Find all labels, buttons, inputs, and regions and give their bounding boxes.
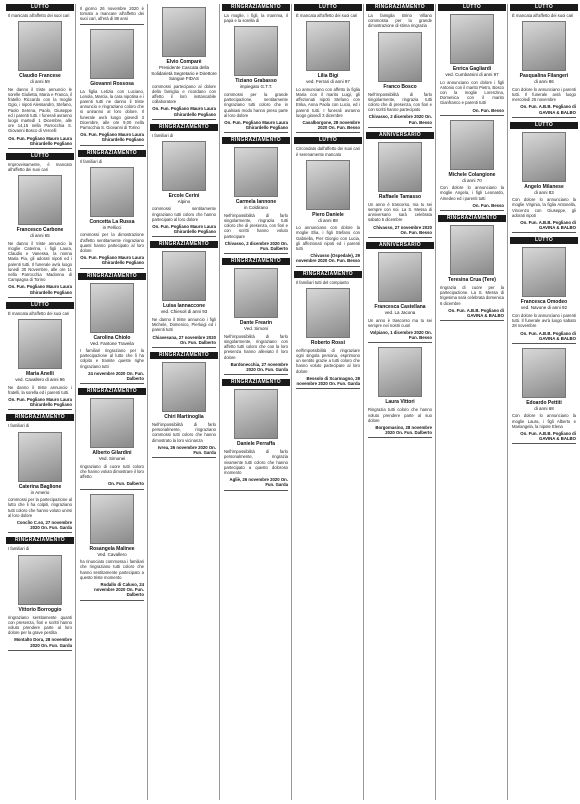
notice-card [510,348,578,445]
notice-card [510,4,578,118]
notice-signature: Bardonecchia, 27 novembre 2020 On. Fun. Garda [230,361,288,372]
deceased-name: Elvio Comparè [166,59,202,65]
portrait-photo [378,32,422,82]
portrait-photo [18,555,62,605]
deceased-subtitle: Ved. Fantone Traveila [90,340,134,346]
notice-card [294,137,362,266]
portrait-photo [450,225,494,275]
deceased-subtitle: ved. Cumbarsini di anni 97 [445,72,499,77]
notice-signature: On. Fun. Pogliano Mauro Laura Ghirardello Pogliano [8,135,72,146]
notice-intro: È mancata all'affetto dei suoi cari [296,13,358,18]
portrait-photo [234,389,278,439]
notice-body: ringraziano sentitamente quanti con presenza, fiori e scritti hanno voluto prendere parte al loro dolore per la grave perdita [8,614,72,636]
notice-card [510,122,578,234]
notice-header: RINGRAZIAMENTO [366,4,434,11]
deceased-name: Pasqualina Filangeri [519,73,569,80]
deceased-name: Tiziano Grabasso [235,78,277,85]
divider [224,490,288,491]
deceased-name: Maria Anelli [26,371,54,378]
divider [512,443,576,444]
deceased-name: Chiri Martinoglia [164,413,204,420]
portrait-photo [18,21,62,71]
notice-signature: On. Fun. Pogliano Mauro Laura Ghirardello Pogliano [152,106,216,117]
notice-header: RINGRAZIAMENTO [222,4,290,11]
notice-signature: On. Fun. Pogliano Mauro Laura Ghirardello Pogliano [224,119,288,131]
notice-signature: On. Fun. A.B.B. Pogliano di GAVINA & BALBO [520,330,576,341]
divider [296,388,360,389]
column [294,4,362,393]
divider [512,117,576,118]
notice-signature: Chiavesana, 27 novembre 2020 On. Fun. Dalberto [152,334,216,345]
divider [224,374,288,375]
notice-header: LUTTO [294,137,362,144]
notice-header: RINGRAZIAMENTO [222,137,290,144]
notice-signature: Ivrea, 26 novembre 2020 On. Fun. Garda [157,444,216,455]
column [222,4,290,495]
divider [80,383,144,384]
deceased-name: Edoardo Pettiti [526,399,562,406]
deceased-subtitle: di anni 88 [318,217,338,223]
notice-signature: On. Fun. A.B.B. Pogliano di GAVINA & BALBO [520,104,576,115]
column-divider [507,4,508,800]
notice-body: Con dolore lo annunciano i parenti tutti. Il funerale avrà luogo mercoledì 25 novembre [512,86,576,103]
notice-card [6,302,74,411]
notice-card [6,414,74,533]
notice-body: commossi partecipano al dolore della famiglia e ricordano con affetto il loro instancabile collaboratore [152,83,216,105]
portrait-photo [90,494,134,544]
notice-intro: Il familiari di [80,158,103,164]
portrait-photo [18,175,62,225]
column [510,4,578,448]
notice-signature: On. Fun. Dalberto [107,481,144,487]
portrait-photo [450,14,494,64]
deceased-name: Daniele Perraffa [236,441,276,448]
notice-card [6,153,74,298]
notice-header: LUTTO [6,302,74,309]
portrait-photo [450,120,494,170]
notice-body: Ne danno il triste annuncio le sorelle Giulietta, Maria e Franca, il fratello Riccardo con la moglie Ggio, i nipoti Alessandro, Stefano, Paolo Serena, Paolo, Giuseppe ed i parenti tutti. I funerali avranno luogo martedì 1 Dicembre, alle ore 14,15 nella Parrocchia S. Giovanni Bosco di Vercelli [8,86,72,134]
notice-body: Nell'impossibilità di farlo personalmente, ringraziano commossi tutti coloro che hanno dimostrato la loro vicinanza [152,421,216,443]
notice-signature: On. Fun. Pogliano Mauro Laura Ghirardello Pogliano [80,132,144,143]
notice-signature: Montalto Dora, 28 novembre 2020 On. Fun. Garda [14,637,72,648]
notice-intro: I familiari di [8,423,30,429]
notice-header: RINGRAZIAMENTO [150,124,218,131]
notice-header: RINGRAZIAMENTO [438,215,506,222]
notice-card [438,4,506,116]
notice-card [222,4,290,133]
notice-header: RINGRAZIAMENTO [150,352,218,359]
deceased-name: Concetta La Russa [89,218,135,225]
notice-card [78,388,146,489]
notice-body: Ringrazia tutti coloro che hanno voluto prendere parte al suo dolore [368,407,432,423]
notice-signature: Volpiano, 1 dicembre 2020 On. Fun. Besso [369,329,432,341]
notice-signature: Borgomasino, 28 novembre 2020 On. Fun. Dalberto [375,424,432,436]
portrait-photo [234,26,278,76]
divider [152,347,216,348]
notice-body: nell'impossibilità di ringraziare ogni singola persona, esprimono un sentito grazie a tutti coloro che hanno voluto partecipare al loro dolore [296,347,360,374]
portrait-photo [522,21,566,71]
notice-intro: Improvvisamente, è mancato all'affetto dei suoi cari [8,161,72,173]
notice-body: Lo annunciano con dolore la moglie Elia, i figli Stefano con Gabriella, Pier Giorgio con Lucia, gli affezionati nipoti ed i parenti tutti [296,225,360,252]
notice-signature: On. Fun. Pogliano Mauro Laura Ghirardello Pogliano [152,224,216,235]
notice-card [150,124,218,238]
deceased-name: Rosangela Malinee [89,545,135,552]
notice-header: ANNIVERSARIO [366,132,434,139]
notice-card [438,120,506,211]
notice-signature: 24 novembre 2020 On. Fun. Dalberto [88,370,144,382]
divider [512,343,576,344]
column-divider [219,4,220,800]
notice-body: Ne danno il triste annuncio la moglie Caterina, i figli Laura, Claudio e Vanessa, la nonna Maria Pia, gli adorati nipoti ed i parenti tutti. Il funerale avrà luogo lunedì 30 Novembre, alle ore 11 nella Parrocchia Madonna di Campagna di Torino [8,240,72,283]
divider [440,210,504,211]
notice-header: RINGRAZIAMENTO [6,537,74,544]
notice-card [294,4,362,133]
deceased-subtitle: ved. Cavallero di anni 96 [15,377,65,383]
deceased-name: Angelo Milanese [524,183,564,190]
notice-intro: È mancata all'affetto dei suoi cari [8,310,70,316]
deceased-subtitle: in Pellicci [102,224,122,230]
column [438,4,506,325]
notice-header: LUTTO [294,4,362,11]
deceased-name: Roberto Rossi [310,339,346,346]
notice-signature: On. Fun. Pogliano Mauro Laura Ghirardello Pogliano [80,255,144,266]
divider [8,297,72,298]
notice-body: La figlia Letizia con Luciano, Lenola, Marcia, la cara nipotina e i parenti tutti ne danno il triste annuncio e ringraziano coloro che si uniranno al loro dolore. Il funerale avrà luogo giovedì 3 Dicembre, alle ore 9,00 nella Parrocchia S. Giovanni di Torino [80,88,144,131]
notice-signature: Rodallo di Caluso, 24 novembre 2020 On. Fun. Dalberto [94,581,144,598]
deceased-subtitle: Ved. Cavallero [97,551,127,557]
notice-body: ha rinunciato commossa i familiari che ringraziano tutti coloro che hanno sentitamente partecipato a questo triste momento [80,559,144,580]
notice-header: LUTTO [6,4,74,11]
notice-signature: On. Fun. Pogliano Mauro Laura Ghirardello Pogliano [8,284,72,295]
notice-signature: Conclìo C.so, 27 novembre 2020 On. Fun. Garda [16,519,72,531]
notice-signature: Chivasso, 2 dicembre 2020 On. Fun. Dalberto [224,240,288,252]
portrait-photo [378,142,422,192]
notice-card [366,4,434,128]
notice-signature: Chivasso, 27 novembre 2020 On. Fun. Besso [373,224,432,235]
deceased-subtitle: Presidente Cascata della Solidarietà Segretario e Direttore Sangue FIDAS [151,65,217,81]
divider [8,148,72,149]
deceased-name: Piero Daniele [312,211,344,218]
notice-body: I familiari ringraziano per la partecipazione al lutto che li ha colpito e tramite queste righe ringraziano tutti [80,348,144,369]
notice-header: RINGRAZIAMENTO [78,273,146,280]
notice-intro: Circondato dall'affetto dei suoi cari è serenamente mancato [296,146,360,157]
notice-signature: On. Fun. A.B.B. Pogliano di GAVINA & BALBO [520,220,576,231]
portrait-photo [162,141,206,191]
deceased-subtitle: Ved. Simoni [243,326,268,332]
notice-body: Il giorno 26 novembre 2020 è tornato a mancare all'affetto dei suoi cari, all'età di 88 anni [80,6,144,22]
column-divider [363,4,364,800]
notice-header: LUTTO [510,4,578,11]
notice-card [366,242,434,343]
notice-intro: È mancata all'affetto dei suoi cari [512,13,574,18]
notice-body: Ne danno il triste annuncio i fratelli, la sorella ed i parenti tutti. [8,384,72,395]
deceased-subtitle: in Amerio [30,489,50,495]
notice-signature: Bessolo di Scarmagno, 28 novembre 2020 On. Fun. Garda [296,375,360,387]
column [6,4,74,655]
column [366,4,434,442]
notice-body: ringraziano di cuore tutti coloro che hanno voluto dimostrare il loro affetto [80,463,145,480]
notice-intro: La famiglia Brino Villano commossa per la grande dimostrazione di stima ringrazia [368,13,432,29]
notice-body: ringrazia di cuore per la partecipazione. La S. Messa di trigesima sarà celebrata domenica 6 dicembre [440,285,505,306]
notice-signature: Chivasso, 2 dicembre 2020 On. Fun. Besso [368,114,432,125]
divider [296,132,360,133]
portrait-photo [522,247,566,297]
portrait-photo [306,21,350,71]
notice-intro: I familiari di [152,132,174,138]
notice-intro: La moglie, i figli, la mamma, il papà e la sorella di [224,13,288,24]
notice-card [78,494,146,601]
notice-body: Nell'impossibilità di farlo singolarmente, ringraziano con affetto tutti coloro che con la loro presenza hanno alleviato il loro dolore [224,333,288,360]
portrait-photo [378,347,422,397]
deceased-name: Claudio Francese [19,73,61,80]
notice-card [78,6,146,25]
divider [440,320,504,321]
deceased-name: Teresina Crua (Tere) [448,277,496,284]
notice-intro: I familiari di [8,546,30,552]
deceased-subtitle: di anni 68 [534,405,554,411]
deceased-name: Luisa Iannaccone [163,303,205,310]
notice-body: Lo annunciano con dolore i figli Antonio con il marito Pietro, Bosco con la moglie Lorenzina, Domenica con il marito Gianfranco e parenti tutti [440,79,505,106]
deceased-subtitle: ved. Navone di anni 92 [520,305,568,311]
notice-card [222,137,290,254]
divider [8,409,72,410]
deceased-subtitle: impiegato G.T.T. [239,84,273,90]
divider [152,119,216,120]
notice-body: Con dolore lo annunciano i parenti tutti. Il funerale avrà luogo sabato 28 novembre [512,312,576,329]
deceased-subtitle: ved. La Jacona [384,310,416,316]
deceased-name: Carmela Iannone [235,199,277,206]
notice-intro: Il familiari tutti del compianto [296,279,349,285]
notice-card [510,237,578,344]
notice-header: RINGRAZIAMENTO [294,271,362,278]
deceased-subtitle: in Coldirano [243,205,268,211]
portrait-photo [306,160,350,210]
notice-header: RINGRAZIAMENTO [6,414,74,421]
notice-header: RINGRAZIAMENTO [78,388,146,395]
notice-card [150,352,218,458]
notice-card [222,379,290,490]
divider [80,145,144,146]
notice-card [78,150,146,269]
deceased-subtitle: Alpino [177,198,191,204]
portrait-photo [90,398,134,448]
portrait-photo [234,268,278,318]
divider [368,437,432,438]
divider [152,457,216,458]
notice-body: Nell'impossibilità di farlo singolarmente, ringrazia tutti coloro che di presenza, con fiori e con scritti hanno partecipato [368,91,432,113]
divider [224,253,288,254]
notice-header: ANNIVERSARIO [366,242,434,249]
notice-card [150,241,218,348]
portrait-photo [90,29,134,79]
divider [296,266,360,267]
notice-card [78,273,146,385]
notice-intro: Il manicato all'affetto dei suoi cari [8,13,70,18]
column [150,4,218,462]
notice-card [222,258,290,375]
deceased-name: Michele Colangione [448,171,496,178]
deceased-subtitle: Ved. Simonei [98,456,126,462]
notice-body: Un anno è trascorso, ma tu sei sempre con noi. La S. Messa di anniversario sarà celebrata sabato 5 dicembre [368,201,432,223]
column [78,4,146,605]
notice-header: LUTTO [438,4,506,11]
divider [440,115,504,116]
divider [8,532,72,533]
deceased-subtitle: di anni 86 [534,79,554,85]
portrait-photo [306,288,350,338]
deceased-name: Caterina Baglione [18,483,62,490]
portrait-photo [90,167,134,217]
notice-signature: On. Fun. A.B.B. Pogliano di GAVINA & BALBO [520,431,576,442]
notice-card [6,537,74,650]
notice-signature: Agliè, 26 novembre 2020 On. Fun. Garda [229,477,288,488]
deceased-name: Laura Vittori [385,399,415,406]
portrait-photo [162,251,206,301]
notice-signature: On. Fun. Pogliano Mauro Laura Ghirardello Pogliano [8,396,72,408]
column-divider [291,4,292,800]
deceased-name: Enrica Gagliardi [452,66,492,72]
notice-header: LUTTO [510,237,578,244]
portrait-photo [378,252,422,302]
notice-card [150,7,218,120]
divider [368,127,432,128]
deceased-name: Lilia Bigi [317,73,339,80]
notice-header: RINGRAZIAMENTO [222,379,290,386]
divider [152,236,216,237]
column-divider [435,4,436,800]
notice-body: Lo annunciano con affetto la figlia Maria con il marito Luigi, gli affezionati nipoti Stefano con Erika, Anna Paola con Lucio, ed i parenti tutti. I funerali avranno luogo giovedì 3 dicembre [296,86,360,118]
portrait-photo [90,283,134,333]
notice-body: commossi per la grande partecipazione, sentitamente ringraziano tutti coloro che in qualsiasi modo hanno preso parte al loro dolore [224,91,288,118]
notice-header: RINGRAZIAMENTO [222,258,290,265]
notice-card [294,271,362,390]
notice-card [366,132,434,238]
notice-header: RINGRAZIAMENTO [78,150,146,157]
notice-card [78,29,146,146]
deceased-subtitle: di anni 83 [534,189,554,195]
notice-body: commossi per la dimostrazione d'affetto sentitamente ringraziano quanti hanno partecipato al loro dolore [80,232,144,253]
portrait-photo [522,348,566,398]
notice-signature: On. Fun. A.B.B. Pogliano di GAVINA & BALBO [448,307,504,319]
divider [368,342,432,343]
deceased-name: Francesco Carbone [16,227,64,234]
divider [80,268,144,269]
deceased-name: Giovanni Rossosa [90,80,134,87]
deceased-subtitle: ved. Chiesoli di anni 93 [160,309,208,315]
deceased-name: Dante Frearin [239,320,273,327]
notice-body: Con dolore lo annunciano la moglie Virginia, la figlia Antonella, Vincenzo con Giuseppe, gli adorati nipoti [512,197,576,218]
portrait-photo [18,432,62,482]
notice-body: Con dolore lo annunciano la moglie Angela, i figli Leonardo, Amedeo ed i parenti tutti [440,185,504,201]
portrait-photo [18,319,62,369]
notice-card [6,4,74,149]
notice-body: Con dolore lo annunciano la moglie Laura, i figli Alberto e Mariangela, la nipote Elena [512,413,576,429]
deceased-name: Ercole Cerini [168,192,200,199]
deceased-subtitle: di anni 70 [462,177,482,183]
notice-body: Un anno è trascorso ma tu sei sempre nei nostri cuori [368,317,432,328]
notice-body: Ne danno il triste annuncio i figli Michele, Domenico, Pierluigi ed i parenti tutti [152,316,216,333]
divider [224,132,288,133]
notice-signature: Chivasso (Ospedale), 29 novembre 2020 On. Fun. Besso [296,253,360,264]
column-divider [147,4,148,800]
divider [368,237,432,238]
notice-signature: Casalborgone, 28 novembre 2020 On. Fun. Besso [302,119,360,131]
portrait-photo [522,132,566,182]
deceased-name: Franco Bosco [383,83,417,90]
notice-signature: On. Fun. Besso [472,107,504,113]
notice-body: Nell'impossibilità di farlo singolarmente, ringrazia tutti coloro che di presenza, con fiori e con scritti hanno voluto partecipare [224,212,288,239]
notice-header: LUTTO [510,122,578,129]
deceased-name: Francesca Castellana [374,304,426,311]
notice-header: RINGRAZIAMENTO [150,241,218,248]
notice-body: Nell'impossibilità di farlo personalmente, ringrazia vivamente tutti coloro che hanno partecipato a questo doloroso momento [224,449,288,475]
deceased-name: Francesca Omodeo [520,299,568,306]
deceased-subtitle: di anni 65 [30,233,50,239]
notice-card [366,347,434,438]
notice-header: LUTTO [6,153,74,160]
notice-card [438,215,506,321]
deceased-name: Carolina Chiolo [93,334,131,341]
deceased-subtitle: ved. Ferrari di anni 97 [306,79,350,85]
notice-body: commossi per la partecipazione al lutto che li ha colpiti, ringraziano tutti coloro che hanno voluto unirsi al loro dolore [8,497,72,518]
divider [80,489,144,490]
column-divider [75,4,76,800]
divider [512,232,576,233]
portrait-photo [234,147,278,197]
divider [80,24,144,25]
portrait-photo [162,362,206,412]
divider [80,600,144,601]
deceased-subtitle: di anni 59 [30,79,50,85]
divider [8,650,72,651]
notice-signature: On. Fun. Besso [472,202,504,208]
deceased-name: Vittorio Borroggio [18,606,62,613]
deceased-name: Alberto Gilardini [92,450,132,457]
portrait-photo [162,7,206,57]
deceased-name: Raffaele Tamasso [378,193,422,200]
notice-body: commossi sentitamente ringraziano tutti coloro che hanno partecipato al loro dolore [152,206,216,222]
